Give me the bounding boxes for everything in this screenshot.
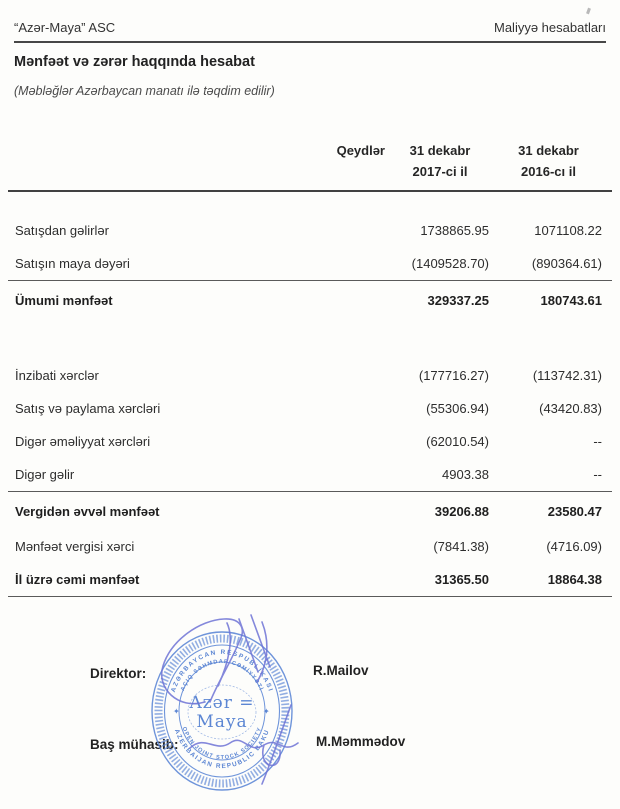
director-label: Direktor: xyxy=(90,666,147,681)
stamp-center-line1: Azər = xyxy=(189,693,255,713)
stamp-ring-bottom-outer: AZERBAIJAN REPUBLIC BAKU xyxy=(172,728,272,771)
report-type-label: Maliyyə hesabatları xyxy=(494,20,606,35)
stamp-star-left: ✦ xyxy=(173,707,180,716)
table-row-total: Ümumi mənfəət 329337.25 180743.61 xyxy=(15,292,602,308)
header-col-2016: 31 dekabr 2016-cı il xyxy=(518,143,579,179)
table-row: Mənfəət vergisi xərci (7841.38) (4716.09) xyxy=(15,539,602,554)
header-notes: Qeydlər xyxy=(336,143,385,158)
document-header xyxy=(14,20,606,43)
accountant-label: Baş mühasib: xyxy=(90,737,179,752)
company-name: “Azər-Maya” ASC xyxy=(14,20,116,35)
svg-text:AÇIQ SƏHMDAR CƏMİYYƏTİ xyxy=(180,659,265,692)
currency-note: (Məbləğlər Azərbaycan manatı ilə təqdim edilir) xyxy=(14,84,275,98)
table-row: Satışdan gəlirlər 1738865.95 1071108.22 xyxy=(15,223,602,238)
table-row: Satışın maya dəyəri (1409528.70) (890364.61) xyxy=(8,247,612,281)
stamp-rings xyxy=(152,632,292,790)
table-row-total: İl üzrə cəmi mənfəət 31365.50 18864.38 xyxy=(8,563,612,597)
stamp-star-right: ✦ xyxy=(263,707,270,716)
table-header-row xyxy=(8,140,612,192)
accountant-name: M.Məmmədov xyxy=(316,734,406,749)
stamp-ring-top-inner: AÇIQ SƏHMDAR CƏMİYYƏTİ xyxy=(180,658,264,693)
svg-text:AZƏRBAYCAN RESPUBLİKASI xyxy=(170,649,274,693)
table-row-total: Vergidən əvvəl mənfəət 39206.88 23580.47 xyxy=(15,503,602,519)
company-stamp xyxy=(130,612,400,809)
table-row: Digər gəlir 4903.38 -- xyxy=(8,458,612,492)
stamp-ring-bottom-inner: OPEN JOINT STOCK SOCIETY xyxy=(180,726,264,762)
table-spacer xyxy=(8,319,612,359)
stamp-center-line2: Maya xyxy=(196,712,248,732)
income-statement-table xyxy=(8,140,612,597)
table-row: İnzibati xərclər (177716.27) (113742.31) xyxy=(15,368,602,383)
svg-text:AZERBAIJAN REPUBLIC BAKU xyxy=(173,728,271,770)
table-row: Satış və paylama xərcləri (55306.94) (43420.83) xyxy=(15,401,602,416)
handwritten-signatures xyxy=(162,615,298,784)
director-name: R.Mailov xyxy=(313,663,369,678)
svg-text:OPEN JOINT STOCK SOCIETY xyxy=(181,726,264,761)
table-spacer xyxy=(8,192,612,214)
header-col-2017: 31 dekabr 2017-ci il xyxy=(409,143,471,179)
stamp-ring-top-outer: AZƏRBAYCAN RESPUBLİKASI xyxy=(169,648,275,694)
table-row: Digər əməliyyat xərcləri (62010.54) -- xyxy=(15,434,602,449)
scan-artifact xyxy=(586,8,591,15)
page-title: Mənfəət və zərər haqqında hesabat xyxy=(14,54,255,70)
